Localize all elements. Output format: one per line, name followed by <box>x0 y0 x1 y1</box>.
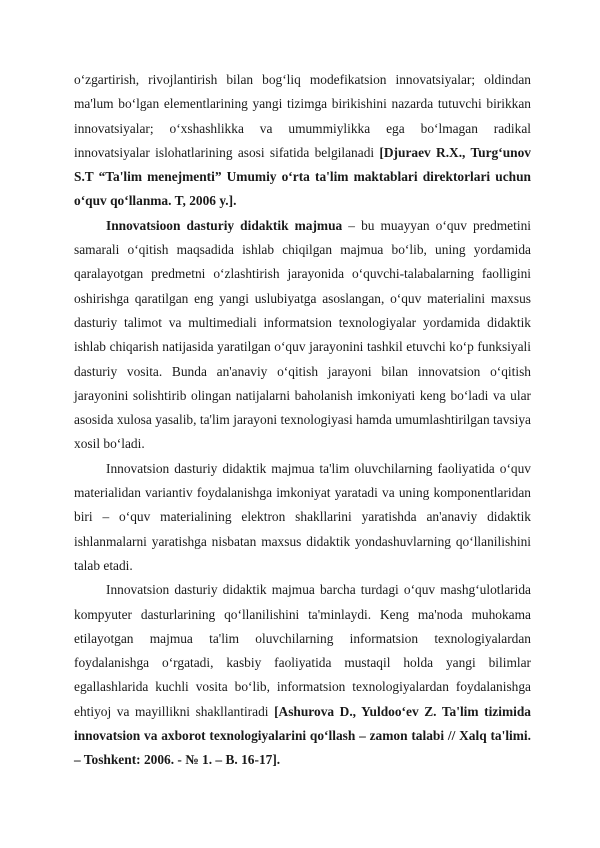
document-body <box>74 68 531 773</box>
reference-citation-1: [Djuraev R.X., Turg‘unov S.T “Ta'lim menejmenti” Umumiy o‘rta ta'lim maktablari direktorlari uchun o‘quv qo‘llanma. T, 2006 y.]. <box>74 144 531 209</box>
term-heading: Innovatsioon dasturiy didaktik majmua <box>106 217 343 233</box>
paragraph-3-text: Innovatsion dasturiy didaktik majmua ta'lim oluvchilarning faoliyatida o‘quv materialidan variantiv foydalanishga imkoniyat yaratadi va uning komponentlaridan biri – o‘quv materialining elektron shakllarini yaratishda an'anaviy didaktik ishlanmalarni yaratishga nisbatan maxsus didaktik yondashuvlarning qo‘llanilishini talab etadi. <box>74 460 531 573</box>
paragraph-4 <box>74 578 531 772</box>
reference-citation-2: [Ashurova D., Yuldoo‘ev Z. Ta'lim tizimida innovatsion va axborot texnologiyalarini qo‘llash – zamon talabi // Xalq ta'limi. – Toshkent: 2006. - № 1. – B. 16-17]. <box>74 703 531 768</box>
paragraph-3 <box>74 457 531 578</box>
paragraph-4-text: Innovatsion dasturiy didaktik majmua barcha turdagi o‘quv mashg‘ulotlarida kompyuter dasturlarining qo‘llanilishini ta'minlaydi. Keng ma'noda muhokama etilayotgan majmua ta'lim oluvchilarning informatsion texnologiyalardan foydalanishga o‘rgatadi, kasbiy faoliyatida mustaqil holda yangi bilimlar egallashlarida kuchli vosita bo‘lib, informatsion texnologiyalardan foydalanishga ehtiyoj va mayillikni shakllantiradi <box>74 582 531 719</box>
paragraph-1-text: o‘zgartirish, rivojlantirish bilan bog‘liq modefikatsion innovatsiyalar; oldindan ma'lum bo‘lgan elementlarining yangi tizimga birikishini nazarda tutuvchi birikkan innovatsiyalar; o‘xshashlikka va umummiylikka ega bo‘lmagan radikal innovatsiyalar islohatlarining asosi sifatida belgilanadi <box>74 72 531 160</box>
paragraph-2 <box>74 214 531 457</box>
paragraph-2-text: – bu muayyan o‘quv predmetini samarali o‘qitish maqsadida ishlab chiqilgan majmua bo‘lib, uning yordamida qaralayotgan predmetni o‘zlashtirish jarayonida o‘quvchi-talabalarning faolligini oshirishga qaratilgan eng yangi uslubiyatga asoslangan, o‘quv materialini maxsus dasturiy talimot va multimediali informatsion texnologiyalar yordamida didaktik ishlab chiqarish natijasida yaratilgan o‘quv jarayonini tashkil etuvchi ko‘p funksiyali dasturiy vosita. Bunda an'anaviy o‘qitish jarayoni bilan innovatsion o‘qitish jarayonini solishtirib olingan natijalarni baholanish imkoniyati keng bo‘ladi va ular asosida xulosa yasalib, ta'lim jarayoni texnologiyasi hamda umumlashtirilgan tavsiya xosil bo‘ladi. <box>74 217 531 452</box>
paragraph-1 <box>74 68 531 214</box>
